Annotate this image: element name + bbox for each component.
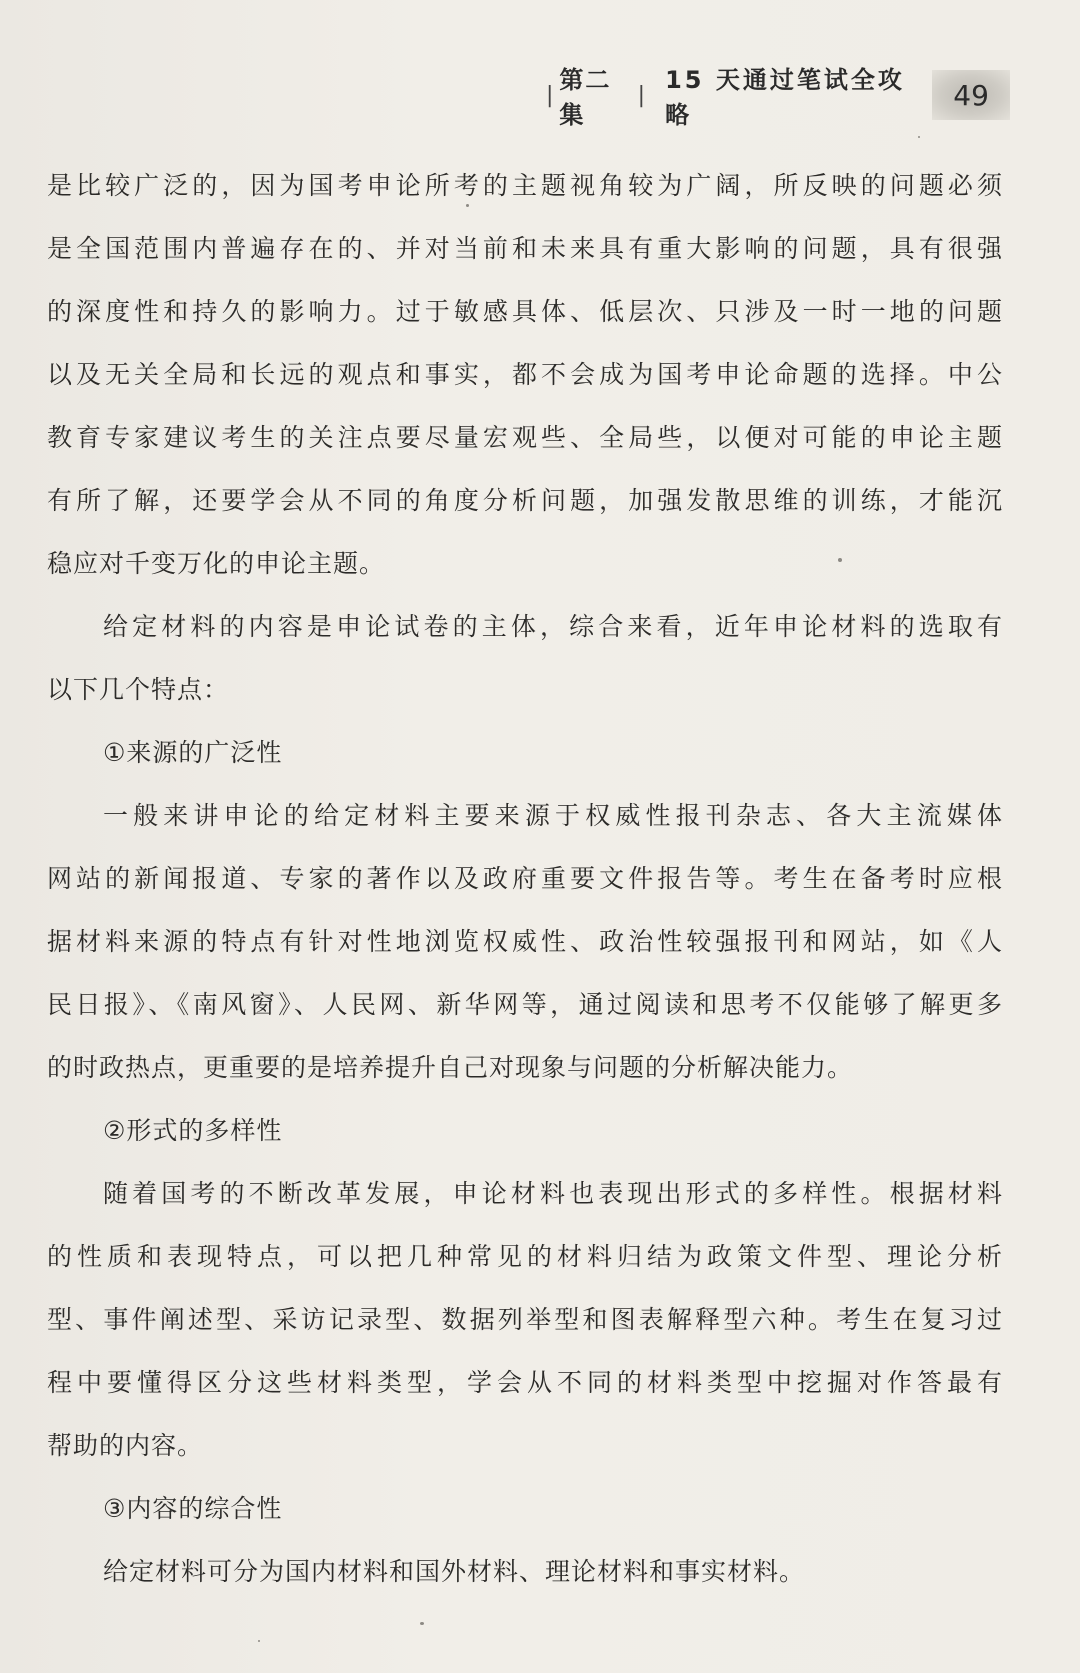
text-line: 的深度性和持久的影响力。过于敏感具体、低层次、只涉及一时一地的问题 [47, 297, 1003, 326]
text-line: 的时政热点，更重要的是培养提升自己对现象与问题的分析解决能力。 [47, 1053, 854, 1082]
text-line: 给定材料的内容是申论试卷的主体，综合来看，近年申论材料的选取有 [103, 612, 1003, 641]
text-line: 的性质和表现特点，可以把几种常见的材料归结为政策文件型、理论分析 [47, 1242, 1003, 1271]
paper-speck [918, 136, 920, 138]
header-book-title: 15 天通过笔试全攻略 [665, 66, 905, 129]
paper-speck [420, 1622, 424, 1625]
text-line: 程中要懂得区分这些材料类型，学会从不同的材料类型中挖掘对作答最有 [47, 1368, 1003, 1397]
header-separator: | [637, 82, 646, 108]
text-line: 帮助的内容。 [47, 1431, 204, 1460]
text-line: 是比较广泛的，因为国考申论所考的主题视角较为广阔，所反映的问题必须 [47, 171, 1003, 200]
header-separator: | [546, 82, 554, 108]
text-line: 教育专家建议考生的关注点要尽量宏观些、全局些，以便对可能的申论主题 [47, 423, 1003, 452]
text-line: 型、事件阐述型、采访记录型、数据列举型和图表解释型六种。考生在复习过 [47, 1305, 1003, 1334]
text-line: 给定材料可分为国内材料和国外材料、理论材料和事实材料。 [103, 1557, 806, 1586]
text-line: 一般来讲申论的给定材料主要来源于权威性报刊杂志、各大主流媒体 [103, 801, 1003, 830]
text-line: 是全国范围内普遍存在的、并对当前和未来具有重大影响的问题，具有很强 [47, 234, 1003, 263]
paper-speck [258, 1640, 260, 1642]
body-text [47, 154, 1003, 1603]
text-line: 稳应对千变万化的申论主题。 [47, 549, 386, 578]
page-number: 49 [932, 70, 1010, 120]
header-collection: 第二集 [559, 66, 612, 129]
paper-speck [838, 558, 842, 562]
text-line: 民日报》、《南风窗》、人民网、新华网等，通过阅读和思考不仅能够了解更多 [47, 990, 1003, 1019]
text-line: 以及无关全局和长远的观点和事实，都不会成为国考申论命题的选择。中公 [47, 360, 1003, 389]
section-heading: ②形式的多样性 [103, 1116, 283, 1145]
section-heading: ③内容的综合性 [103, 1494, 283, 1523]
running-header [540, 66, 1010, 129]
paper-speck [466, 204, 469, 207]
text-line: 有所了解，还要学会从不同的角度分析问题，加强发散思维的训练，才能沉 [47, 486, 1003, 515]
text-line: 网站的新闻报道、专家的著作以及政府重要文件报告等。考生在备考时应根 [47, 864, 1003, 893]
text-line: 以下几个特点： [47, 675, 230, 704]
text-line: 据材料来源的特点有针对性地浏览权威性、政治性较强报刊和网站，如《人 [47, 927, 1003, 956]
text-line: 随着国考的不断改革发展，申论材料也表现出形式的多样性。根据材料 [103, 1179, 1003, 1208]
section-heading: ①来源的广泛性 [103, 738, 283, 767]
